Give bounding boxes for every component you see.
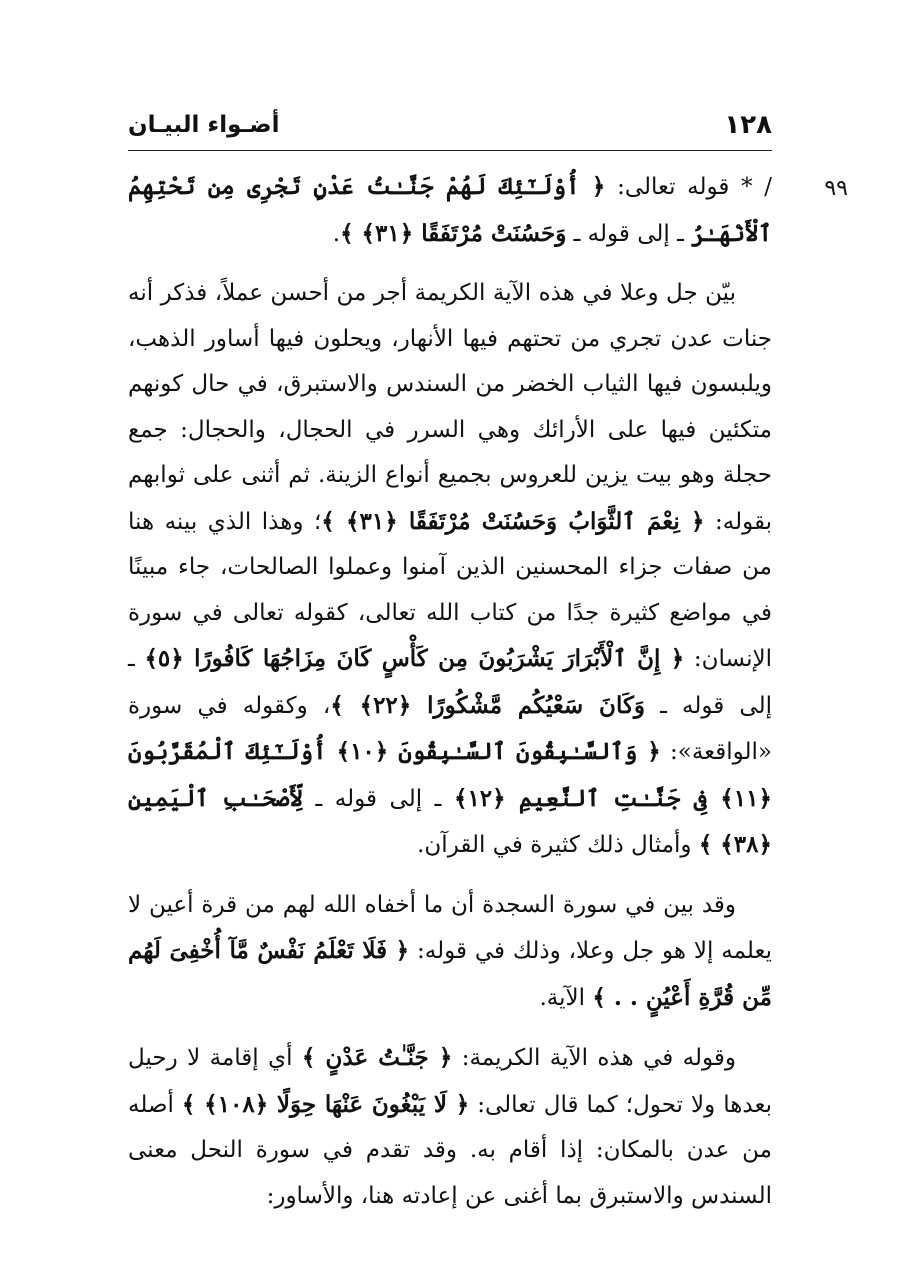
paragraph — [128, 271, 772, 869]
quran-verse: وَكَانَ سَعْيُكُم مَّشْكُورًا ﴿٢٢﴾ ﴾ — [330, 691, 646, 719]
page-body — [128, 164, 772, 1219]
body-text: ـ إلى قوله ـ — [302, 785, 454, 812]
quran-verse: ﴿ وَٱلسَّـٰبِقُونَ ٱلسَّـٰبِقُونَ ﴿١٠﴾ أُوْلَـٰٓئِكَ ٱلْمُقَرَّبُونَ ﴿١١﴾ فِى جَنَّـٰتِ ٱلنَّعِيمِ ﴿١٢﴾ — [128, 738, 772, 812]
page-number: ١٢٨ — [724, 110, 772, 140]
body-text: ـ إلى قوله ـ — [128, 646, 772, 719]
body-text: وأمثال ذلك كثيرة في القرآن. — [417, 832, 699, 858]
body-text: الآية. — [539, 984, 593, 1011]
body-text: ؛ وهذا الذي بينه هنا من صفات جزاء المحسنين الذين آمنوا وعملوا الصالحات، جاء مبينًا في مواضع كثيرة جدًا من كتاب الله تعالى، كقوله تعالى في سورة الإنسان: — [128, 508, 772, 672]
paragraph — [128, 883, 772, 1022]
quran-verse: وَحَسُنَتْ مُرْتَفَقًا ﴿٣١﴾ ﴾ — [340, 219, 567, 247]
body-text: بيّن جل وعلا في هذه الآية الكريمة أجر من أحسن عملاً، فذكر أنه جنات عدن تجري من تحتهم فيها الأنهار، ويحلون فيها أساور الذهب، ويلبسون فيها الثياب الخضر من السندس والاستبرق، في حال كونهم متكئين فيها على الأرائك وهي السرر في الحجال، والحجال: جمع حجلة وهو بيت يزين للعروس بجميع أنواع الزينة. ثم أثنى على ثوابهم بقوله: — [128, 280, 773, 535]
quran-verse: ﴿ لَا يَبْغُونَ عَنْهَا حِوَلًا ﴿١٠٨﴾ ﴾ — [181, 1090, 470, 1118]
paragraph — [128, 1035, 772, 1219]
margin-reference-number: ٩٩ — [824, 176, 848, 201]
quran-verse: ﴿ جَنَّـٰتُ عَدْنٍ ﴾ — [301, 1044, 453, 1071]
quran-verse: ﴿ نِعْمَ ٱلثَّوَابُ وَحَسُنَتْ مُرْتَفَقًا ﴿٣١﴾ ﴾ — [321, 507, 705, 535]
body-text: * قوله تعالى: — [605, 174, 753, 200]
paragraph — [128, 164, 772, 257]
body-text: وقد بين في سورة السجدة أن ما أخفاه الله لهم من قرة أعين لا يعلمه إلا هو جل وعلا، وذلك في قوله: — [128, 891, 772, 964]
body-text: ، وكقوله في سورة «الواقعة»: — [128, 692, 773, 765]
quran-verse: لِّأَصْحَـٰبِ ٱلْيَمِينِ ﴿٣٨﴾ ﴾ — [128, 784, 772, 858]
body-text: أصله من عدن بالمكان: إذا أقام به. وقد تقدم في سورة النحل معنى السندس والاستبرق بما أغنى عن إعادته هنا، والأساور: — [128, 1091, 772, 1209]
body-text: ـ إلى قوله ـ — [566, 220, 692, 247]
body-text: / — [752, 174, 772, 200]
quran-verse: ﴿ أُوْلَـٰٓئِكَ لَهُمْ جَنَّـٰتُ عَدْنٍ تَجْرِى مِن تَحْتِهِمُ ٱلْأَنْهَـٰرُ — [128, 173, 772, 247]
quran-verse: ﴿ إِنَّ ٱلْأَبْرَارَ يَشْرَبُونَ مِن كَأْسٍ كَانَ مِزَاجُهَا كَافُورًا ﴿٥﴾ — [144, 645, 685, 672]
book-title: أضـواء البيـان — [128, 112, 280, 138]
page-header — [128, 108, 772, 151]
body-text: أي إقامة لا رحيل بعدها ولا تحول؛ كما قال تعالى: — [128, 1045, 772, 1118]
quran-verse: ﴿ فَلَا تَعْلَمُ نَفْسٌ مَّآ أُخْفِىَ لَهُم مِّن قُرَّةِ أَعْيُنٍ . . ﴾ — [128, 937, 772, 1011]
body-text: وقوله في هذه الآية الكريمة: — [452, 1045, 736, 1071]
body-text: . — [332, 220, 341, 247]
